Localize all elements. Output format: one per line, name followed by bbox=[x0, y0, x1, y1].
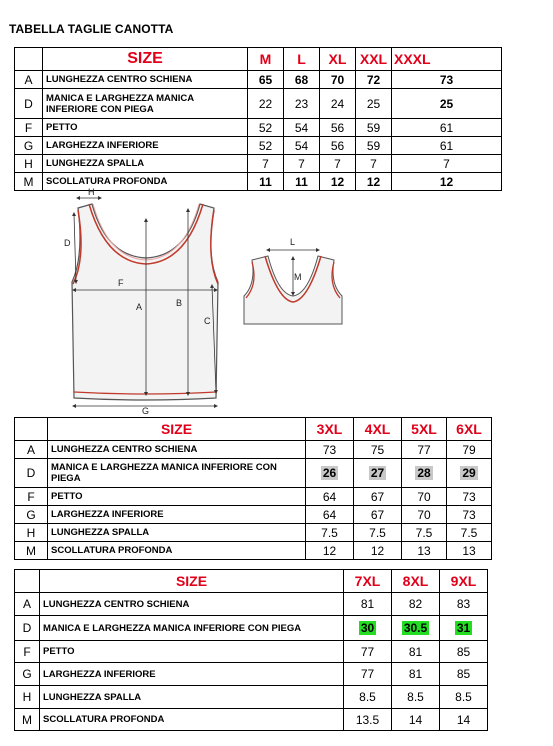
cell-value: 81 bbox=[344, 593, 392, 616]
cell-value-highlight: 30 bbox=[344, 616, 392, 641]
row-letter: G bbox=[15, 506, 48, 524]
header-5xl: 5XL bbox=[402, 418, 447, 441]
header-3xl: 3XL bbox=[306, 418, 354, 441]
table-row bbox=[15, 593, 488, 616]
header-size: SIZE bbox=[43, 48, 248, 71]
cell-value: 12 bbox=[392, 173, 502, 191]
cell-value: 59 bbox=[356, 119, 392, 137]
tank-top-front-diagram bbox=[56, 186, 236, 414]
label-d: D bbox=[64, 238, 71, 248]
row-label: SCOLLATURA PROFONDA bbox=[40, 709, 344, 731]
header-xl: XL bbox=[320, 48, 356, 71]
cell-value: 8.5 bbox=[440, 686, 488, 709]
label-f: F bbox=[118, 278, 124, 288]
table-header-row bbox=[15, 570, 488, 593]
tank-body-outline bbox=[72, 204, 218, 400]
cell-value-highlight: 30.5 bbox=[392, 616, 440, 641]
cell-value: 11 bbox=[284, 173, 320, 191]
cell-value: 8.5 bbox=[392, 686, 440, 709]
table-row bbox=[15, 506, 492, 524]
cell-value: 81 bbox=[392, 663, 440, 686]
row-label: MANICA E LARGHEZZA MANICA INFERIORE CON PIEGA bbox=[40, 616, 344, 641]
row-letter: G bbox=[15, 663, 40, 686]
row-letter: D bbox=[15, 89, 43, 119]
table-row bbox=[15, 155, 502, 173]
row-label: PETTO bbox=[43, 119, 248, 137]
header-size: SIZE bbox=[48, 418, 306, 441]
row-letter: D bbox=[15, 459, 48, 488]
label-h: H bbox=[88, 187, 95, 197]
cell-value: 12 bbox=[320, 173, 356, 191]
row-label: MANICA E LARGHEZZA MANICA INFERIORE CON PIEGA bbox=[48, 459, 306, 488]
cell-value: 73 bbox=[392, 71, 502, 89]
cell-value: 12 bbox=[356, 173, 392, 191]
table-row bbox=[15, 488, 492, 506]
row-label: LUNGHEZZA CENTRO SCHIENA bbox=[40, 593, 344, 616]
cell-value: 73 bbox=[447, 506, 492, 524]
cell-value: 11 bbox=[248, 173, 284, 191]
cell-value: 82 bbox=[392, 593, 440, 616]
cell-value: 7.5 bbox=[354, 524, 402, 542]
cell-value: 61 bbox=[392, 137, 502, 155]
cell-value: 13 bbox=[447, 542, 492, 560]
cell-value: 52 bbox=[248, 119, 284, 137]
measure-line-d bbox=[74, 214, 76, 282]
cell-value: 67 bbox=[354, 488, 402, 506]
header-xxxl: XXXL bbox=[392, 48, 502, 71]
cell-value: 61 bbox=[392, 119, 502, 137]
size-table-3 bbox=[14, 569, 488, 731]
cell-value: 7 bbox=[284, 155, 320, 173]
cell-value: 70 bbox=[402, 506, 447, 524]
table-row bbox=[15, 71, 502, 89]
cell-value: 64 bbox=[306, 488, 354, 506]
cell-value: 7.5 bbox=[402, 524, 447, 542]
cell-value: 22 bbox=[248, 89, 284, 119]
cell-value: 25 bbox=[356, 89, 392, 119]
table-row bbox=[15, 686, 488, 709]
header-size: SIZE bbox=[40, 570, 344, 593]
row-label: LARGHEZZA INFERIORE bbox=[40, 663, 344, 686]
row-letter: F bbox=[15, 119, 43, 137]
row-letter: A bbox=[15, 441, 48, 459]
row-letter: M bbox=[15, 173, 43, 191]
size-table-1 bbox=[14, 47, 502, 191]
cell-value: 54 bbox=[284, 137, 320, 155]
cell-value-highlight: 27 bbox=[354, 459, 402, 488]
row-letter: A bbox=[15, 593, 40, 616]
cell-value: 23 bbox=[284, 89, 320, 119]
row-label: LUNGHEZZA CENTRO SCHIENA bbox=[43, 71, 248, 89]
header-9xl: 9XL bbox=[440, 570, 488, 593]
table-row bbox=[15, 524, 492, 542]
header-l: L bbox=[284, 48, 320, 71]
row-letter: H bbox=[15, 686, 40, 709]
label-g: G bbox=[142, 406, 150, 414]
cell-value: 73 bbox=[447, 488, 492, 506]
cell-value: 70 bbox=[320, 71, 356, 89]
cell-value: 59 bbox=[356, 137, 392, 155]
cell-value: 56 bbox=[320, 119, 356, 137]
cell-value: 7 bbox=[248, 155, 284, 173]
row-label: MANICA E LARGHEZZA MANICA INFERIORE CON PIEGA bbox=[43, 89, 248, 119]
cell-value-highlight: 28 bbox=[402, 459, 447, 488]
cell-value: 54 bbox=[284, 119, 320, 137]
cell-value: 12 bbox=[354, 542, 402, 560]
cell-value: 83 bbox=[440, 593, 488, 616]
label-b: B bbox=[176, 298, 183, 308]
neck-detail-diagram bbox=[238, 234, 348, 330]
row-letter: H bbox=[15, 155, 43, 173]
cell-value: 77 bbox=[344, 663, 392, 686]
cell-value-highlight: 26 bbox=[306, 459, 354, 488]
cell-value-highlight: 29 bbox=[447, 459, 492, 488]
cell-value: 79 bbox=[447, 441, 492, 459]
cell-value: 24 bbox=[320, 89, 356, 119]
row-letter: M bbox=[15, 709, 40, 731]
cell-value-highlight: 31 bbox=[440, 616, 488, 641]
cell-value: 7.5 bbox=[306, 524, 354, 542]
cell-value: 25 bbox=[392, 89, 502, 119]
cell-value: 14 bbox=[440, 709, 488, 731]
cell-value: 70 bbox=[402, 488, 447, 506]
table-row bbox=[15, 542, 492, 560]
cell-value: 56 bbox=[320, 137, 356, 155]
table-row bbox=[15, 89, 502, 119]
row-letter: H bbox=[15, 524, 48, 542]
row-label: PETTO bbox=[48, 488, 306, 506]
page-title: TABELLA TAGLIE CANOTTA bbox=[9, 22, 174, 36]
row-letter: F bbox=[15, 488, 48, 506]
label-m: M bbox=[294, 272, 302, 282]
row-label: LUNGHEZZA CENTRO SCHIENA bbox=[48, 441, 306, 459]
row-label: SCOLLATURA PROFONDA bbox=[43, 173, 248, 191]
table-header-row bbox=[15, 48, 502, 71]
row-label: LARGHEZZA INFERIORE bbox=[48, 506, 306, 524]
row-letter: G bbox=[15, 137, 43, 155]
cell-value: 8.5 bbox=[344, 686, 392, 709]
header-xxl: XXL bbox=[356, 48, 392, 71]
cell-value: 12 bbox=[306, 542, 354, 560]
table-row bbox=[15, 663, 488, 686]
cell-value: 85 bbox=[440, 663, 488, 686]
cell-value: 77 bbox=[402, 441, 447, 459]
header-6xl: 6XL bbox=[447, 418, 492, 441]
header-8xl: 8XL bbox=[392, 570, 440, 593]
row-letter: D bbox=[15, 616, 40, 641]
header-7xl: 7XL bbox=[344, 570, 392, 593]
cell-value: 65 bbox=[248, 71, 284, 89]
row-label: LUNGHEZZA SPALLA bbox=[48, 524, 306, 542]
table-row bbox=[15, 641, 488, 663]
row-label: LUNGHEZZA SPALLA bbox=[43, 155, 248, 173]
label-l: L bbox=[290, 237, 296, 247]
cell-value: 64 bbox=[306, 506, 354, 524]
cell-value: 13.5 bbox=[344, 709, 392, 731]
label-a: A bbox=[136, 302, 143, 312]
row-letter: M bbox=[15, 542, 48, 560]
row-letter: A bbox=[15, 71, 43, 89]
cell-value: 75 bbox=[354, 441, 402, 459]
cell-value: 67 bbox=[354, 506, 402, 524]
header-m: M bbox=[248, 48, 284, 71]
cell-value: 72 bbox=[356, 71, 392, 89]
cell-value: 7.5 bbox=[447, 524, 492, 542]
cell-value: 13 bbox=[402, 542, 447, 560]
row-label: LUNGHEZZA SPALLA bbox=[40, 686, 344, 709]
row-letter: F bbox=[15, 641, 40, 663]
cell-value: 14 bbox=[392, 709, 440, 731]
row-label: SCOLLATURA PROFONDA bbox=[48, 542, 306, 560]
row-label: LARGHEZZA INFERIORE bbox=[43, 137, 248, 155]
cell-value: 7 bbox=[392, 155, 502, 173]
cell-value: 7 bbox=[320, 155, 356, 173]
table-header-row bbox=[15, 418, 492, 441]
table-row bbox=[15, 616, 488, 641]
table-row bbox=[15, 137, 502, 155]
cell-value: 81 bbox=[392, 641, 440, 663]
cell-value: 68 bbox=[284, 71, 320, 89]
cell-value: 73 bbox=[306, 441, 354, 459]
cell-value: 52 bbox=[248, 137, 284, 155]
size-table-2 bbox=[14, 417, 492, 560]
table-row bbox=[15, 459, 492, 488]
cell-value: 77 bbox=[344, 641, 392, 663]
label-c: C bbox=[204, 316, 211, 326]
cell-value: 7 bbox=[356, 155, 392, 173]
cell-value: 85 bbox=[440, 641, 488, 663]
row-label: PETTO bbox=[40, 641, 344, 663]
table-row bbox=[15, 709, 488, 731]
table-row bbox=[15, 441, 492, 459]
table-row bbox=[15, 119, 502, 137]
header-4xl: 4XL bbox=[354, 418, 402, 441]
